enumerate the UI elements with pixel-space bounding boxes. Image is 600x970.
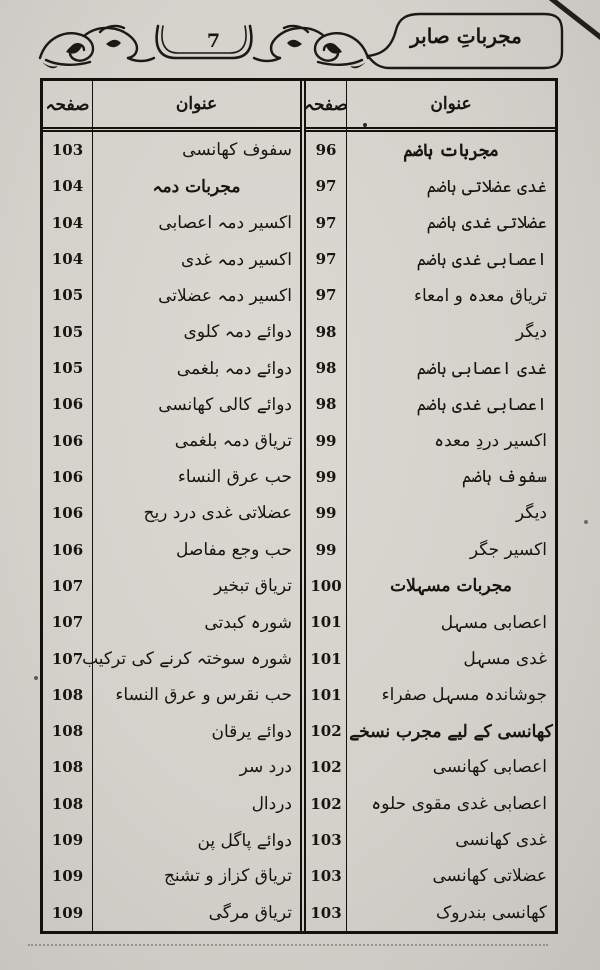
book-title: مجرباتِ صابر xyxy=(410,24,522,48)
toc-entry-title: سفوف کھانسی xyxy=(182,140,292,161)
toc-right-section xyxy=(306,81,555,931)
toc-page-number: 99 xyxy=(315,504,337,523)
toc-page-number: 102 xyxy=(310,758,342,777)
header-ornament xyxy=(36,18,372,72)
toc-page-number: 97 xyxy=(315,250,337,269)
toc-entry-title: دوائے کالی کھانسی xyxy=(158,394,292,415)
left-page-column xyxy=(43,81,93,931)
column-header-title: عنوان xyxy=(347,81,555,132)
toc-page-number: 104 xyxy=(51,213,84,232)
toc-page-number: 104 xyxy=(51,177,84,196)
toc-page-number: 103 xyxy=(51,141,84,160)
toc-section-heading: کھانسی کے لیے مجرب نسخے xyxy=(349,721,553,742)
toc-entry-title: غدی عضلاتی ہاضم xyxy=(426,176,547,197)
column-header-page: صفحہ xyxy=(306,81,346,132)
toc-page-number: 102 xyxy=(310,722,342,741)
toc-entry-title: اعصابی مسہل xyxy=(440,612,547,633)
toc-section-heading: مجربات ہاضم xyxy=(403,140,499,161)
ink-speck xyxy=(34,676,38,680)
book-title-banner xyxy=(366,8,566,72)
toc-entry-title: تریاق دمہ بلغمی xyxy=(174,431,292,452)
toc-entry-title: سفوف ہاضم xyxy=(461,467,547,488)
toc-page-number: 105 xyxy=(51,322,84,341)
toc-page-number: 102 xyxy=(310,794,342,813)
scan-shadow-line xyxy=(28,944,548,946)
toc-entry-title: اکسیر دمہ عضلاتی xyxy=(158,285,292,306)
toc-entry-title: اکسیر دمہ غدی xyxy=(180,249,292,270)
toc-page-number: 101 xyxy=(310,613,342,632)
toc-entry-title: اکسیر دمہ اعصابی xyxy=(158,213,292,234)
toc-page-number: 100 xyxy=(310,576,342,595)
page-number: 7 xyxy=(206,30,222,52)
toc-page-number: 105 xyxy=(51,359,84,378)
toc-entry-title: اکسیر جگر xyxy=(469,539,547,560)
toc-page-number: 105 xyxy=(51,286,84,305)
toc-entry-title: دوائے یرقان xyxy=(211,721,292,742)
toc-page-number: 107 xyxy=(51,649,84,668)
toc-page-number: 98 xyxy=(315,395,337,414)
toc-entry-title: اکسیر دردِ معدہ xyxy=(434,431,547,452)
toc-entry-title: اعصابی غدی ہاضم xyxy=(416,394,547,415)
toc-section-heading: مجربات مسہلات xyxy=(390,576,512,597)
toc-page-number: 101 xyxy=(310,649,342,668)
toc-page-number: 106 xyxy=(51,467,84,486)
toc-section-heading: مجربات دمہ xyxy=(152,176,241,197)
toc-page-number: 106 xyxy=(51,504,84,523)
toc-entry-title: جوشاندہ مسہل صفراء xyxy=(381,685,547,706)
left-title-column xyxy=(82,81,300,931)
toc-page-number: 103 xyxy=(310,867,342,886)
toc-entry-title: دردال xyxy=(251,793,292,814)
toc-page-number: 108 xyxy=(51,722,84,741)
toc-page-number: 106 xyxy=(51,540,84,559)
toc-entry-title: دوائے دمہ کلوی xyxy=(183,322,292,343)
toc-page-number: 101 xyxy=(310,685,342,704)
toc-page-number: 106 xyxy=(51,395,84,414)
page-header xyxy=(36,8,564,74)
toc-page-number: 108 xyxy=(51,758,84,777)
toc-entry-title: اعصابی غدی ہاضم xyxy=(416,249,547,270)
toc-page-number: 97 xyxy=(315,177,337,196)
toc-entry-title: تریاق مرگی xyxy=(208,902,292,923)
toc-entry-title: غدی کھانسی xyxy=(455,830,547,851)
toc-entry-title: دوائے پاگل پن xyxy=(197,830,292,851)
toc-page-number: 107 xyxy=(51,576,84,595)
toc-page-number: 108 xyxy=(51,794,84,813)
toc-page-number: 109 xyxy=(51,831,84,850)
toc-entry-title: شورہ کبدتی xyxy=(204,612,292,633)
toc-page-number: 99 xyxy=(315,540,337,559)
toc-entry-title: حب نقرس و عرق النساء xyxy=(115,684,292,705)
toc-page-number: 108 xyxy=(51,685,84,704)
toc-entry-title: عضلاتی غدی ہاضم xyxy=(426,213,547,234)
toc-left-section xyxy=(43,81,306,931)
toc-entry-title: درد سر xyxy=(239,757,292,778)
toc-page-number: 103 xyxy=(310,903,342,922)
toc-entry-title: تریاق معدہ و امعاء xyxy=(413,285,547,306)
ink-speck xyxy=(584,520,588,524)
toc-page-number: 96 xyxy=(315,141,337,160)
toc-page-number: 107 xyxy=(51,613,84,632)
toc-entry-title: غدی اعصابی ہاضم xyxy=(416,358,547,379)
toc-entry-title: اعصابی غدی مقوی حلوہ xyxy=(371,794,547,815)
toc-table xyxy=(40,78,558,934)
toc-entry-title: شورہ سوختہ کرنے کی ترکیب xyxy=(82,649,292,670)
toc-entry-title: دیگر xyxy=(515,321,547,342)
toc-page-number: 104 xyxy=(51,250,84,269)
toc-entry-title: تریاق کزاز و تشنج xyxy=(163,866,292,887)
toc-entry-title: عضلاتی کھانسی xyxy=(432,866,547,887)
right-title-column xyxy=(347,81,555,931)
toc-page-number: 97 xyxy=(315,286,337,305)
toc-page-number: 98 xyxy=(315,359,337,378)
column-header-title: عنوان xyxy=(93,81,300,132)
toc-page-number: 103 xyxy=(310,831,342,850)
toc-page-number: 106 xyxy=(51,431,84,450)
toc-page-number: 99 xyxy=(315,467,337,486)
toc-page-number: 97 xyxy=(315,213,337,232)
toc-entry-title: تریاق تبخیر xyxy=(214,575,292,596)
toc-page-number: 109 xyxy=(51,903,84,922)
toc-entry-title: غدی مسہل xyxy=(463,649,547,670)
toc-entry-title: دیگر xyxy=(515,503,547,524)
toc-entry-title: دوائے دمہ بلغمی xyxy=(176,358,292,379)
toc-page-number: 98 xyxy=(315,322,337,341)
toc-entry-title: حب عرق النساء xyxy=(177,466,292,487)
toc-entry-title: حب وجع مفاصل xyxy=(176,539,292,560)
toc-page-number: 109 xyxy=(51,867,84,886)
toc-entry-title: اعصابی کھانسی xyxy=(432,757,547,778)
right-page-column xyxy=(306,81,347,931)
toc-entry-title: کھانسی بندروک xyxy=(436,902,547,923)
column-header-page: صفحہ xyxy=(43,81,92,132)
toc-entry-title: عضلاتی غدی درد ریح xyxy=(143,503,292,524)
toc-page-number: 99 xyxy=(315,431,337,450)
